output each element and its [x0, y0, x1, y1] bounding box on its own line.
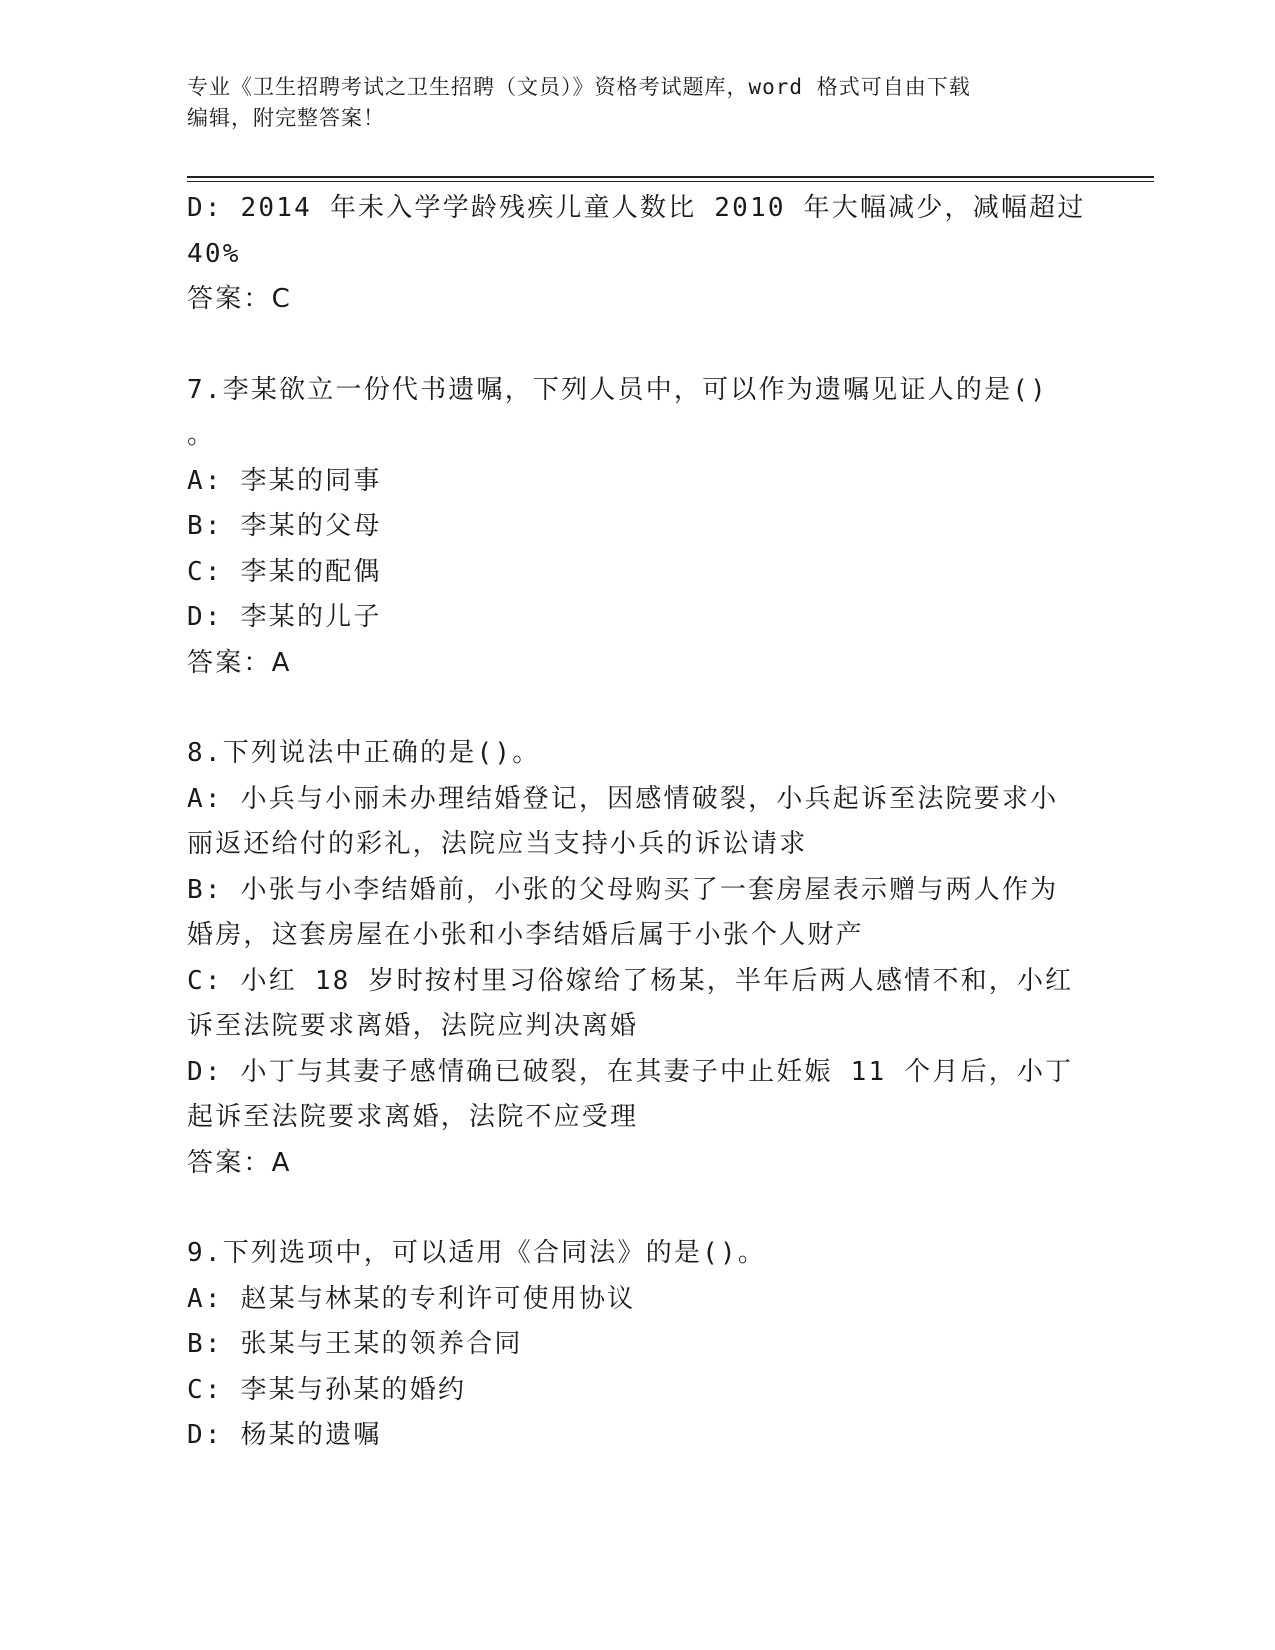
q7-answer: 答案：A	[187, 647, 292, 678]
q8-option-b-line-1: B: 小张与小李结婚前，小张的父母购买了一套房屋表示赠与两人作为	[187, 874, 1059, 905]
header-divider-thick	[187, 176, 1154, 178]
q9-option-b: B: 张某与王某的领养合同	[187, 1329, 523, 1359]
q6-answer: 答案：C	[187, 284, 292, 314]
header-divider-thin	[187, 181, 1154, 182]
q8-option-c-line-1: C: 小红 18 岁时按村里习俗嫁给了杨某，半年后两人感情不和，小红	[187, 965, 1074, 996]
q7-stem-line-2: 。	[187, 420, 216, 450]
spacer	[187, 323, 1087, 368]
q8-option-a-line-2: 丽返还给付的彩礼，法院应当支持小兵的诉讼请求	[187, 829, 808, 859]
header-line-2: 编辑，附完整答案！	[187, 106, 385, 130]
q7-option-d: D: 李某的儿子	[187, 602, 382, 632]
q8-option-d-line-1: D: 小丁与其妻子感情确已破裂，在其妻子中止妊娠 11 个月后，小丁	[187, 1056, 1074, 1087]
spacer	[187, 1186, 1087, 1231]
q8-answer: 答案：A	[187, 1147, 292, 1178]
q7-stem-line-1: 7.李某欲立一份代书遗嘱，下列人员中，可以作为遗嘱见证人的是()	[187, 374, 1049, 405]
q8-option-a-line-1: A: 小兵与小丽未办理结婚登记，因感情破裂，小兵起诉至法院要求小	[187, 783, 1059, 814]
q9-option-a: A: 赵某与林某的专利许可使用协议	[187, 1283, 636, 1314]
spacer	[187, 686, 1087, 731]
header-line-1: 专业《卫生招聘考试之卫生招聘（文员）》资格考试题库，word 格式可自由下载	[187, 75, 971, 99]
q7-option-c: C: 李某的配偶	[187, 556, 382, 587]
q8-option-d-line-2: 起诉至法院要求离婚，法院不应受理	[187, 1102, 639, 1132]
q6-option-d-line-2: 40%	[187, 238, 241, 269]
page-header	[187, 72, 1087, 134]
question-content	[187, 186, 1087, 1459]
q9-option-d: D: 杨某的遗嘱	[187, 1420, 382, 1450]
q9-stem: 9.下列选项中，可以适用《合同法》的是()。	[187, 1238, 767, 1268]
q8-stem: 8.下列说法中正确的是()。	[187, 738, 541, 768]
q6-option-d-line-1: D: 2014 年未入学学龄残疾儿童人数比 2010 年大幅减少，减幅超过	[187, 193, 1086, 223]
q7-option-b: B: 李某的父母	[187, 511, 382, 541]
q8-option-c-line-2: 诉至法院要求离婚，法院应判决离婚	[187, 1011, 639, 1041]
q7-option-a: A: 李某的同事	[187, 465, 382, 496]
q8-option-b-line-2: 婚房，这套房屋在小张和小李结婚后属于小张个人财产	[187, 920, 864, 950]
q9-option-c: C: 李某与孙某的婚约	[187, 1374, 467, 1405]
